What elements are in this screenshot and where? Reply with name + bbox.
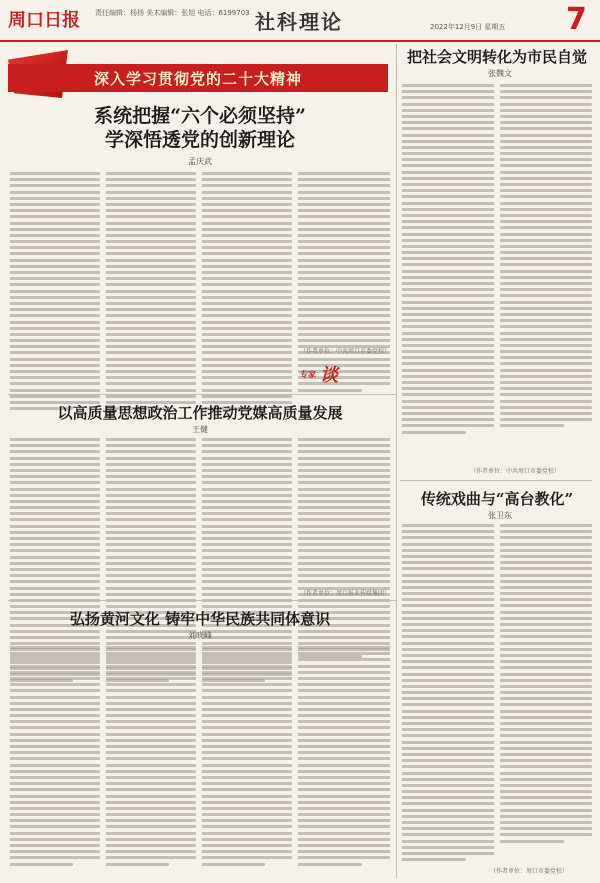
article-1-body-col3	[202, 172, 292, 413]
section-divider-1	[8, 394, 396, 395]
topic-banner: 深入学习贯彻党的二十大精神	[8, 64, 388, 92]
article-1-title-line1: 系统把握“六个必须坚持”	[94, 105, 306, 127]
article-5-body-col3	[202, 646, 292, 869]
article-5-byline: 刘晓峰	[188, 631, 212, 640]
expert-talk-small: 专家	[300, 368, 316, 379]
article-2-headline: 把社会文明转化为市民自觉	[406, 48, 587, 66]
column-divider	[396, 44, 397, 494]
section-divider-2	[400, 480, 592, 481]
newspaper-logo: 周口日报	[8, 10, 80, 31]
article-2-body-col2	[500, 84, 592, 431]
article-4-byline: 张卫东	[488, 511, 512, 520]
article-1-body-col1	[10, 172, 100, 413]
article-1-title-line2: 学深悟透党的创新理论	[104, 129, 295, 151]
section-title: 社科理论	[255, 10, 343, 34]
article-2-author-note: （作者单位：中共周口市委党校）	[470, 468, 561, 475]
article-3-author-note: （作者单位：周口报业传媒集团）	[300, 590, 391, 597]
article-5-headline: 弘扬黄河文化 铸牢中华民族共同体意识	[69, 610, 331, 628]
article-4-body-col1	[402, 524, 494, 864]
page-number: 7	[566, 2, 587, 37]
article-2-byline: 张魏文	[488, 69, 512, 78]
article-4-headline: 传统戏曲与“高台教化”	[420, 490, 574, 508]
article-5-body-col1	[10, 646, 100, 869]
article-4-author-note: （作者单位：周口市委党校）	[490, 868, 569, 875]
article-1-body-col2	[106, 172, 196, 413]
expert-talk-tag	[300, 360, 390, 388]
article-1-author-note: （作者单位：中共周口市委党校）	[300, 348, 391, 355]
article-3-headline: 以高质量思想政治工作推动党媒高质量发展	[57, 404, 343, 422]
column-divider-2	[396, 482, 397, 878]
article-3-byline: 王健	[192, 425, 208, 434]
article-5-body-col4	[298, 646, 390, 869]
article-4-body-col2	[500, 524, 592, 846]
article-1-byline: 孟庆武	[188, 157, 212, 166]
article-2-body-col1	[402, 84, 494, 437]
article-1-headline	[60, 104, 340, 152]
issue-date: 2022年12月9日 星期五	[430, 23, 506, 31]
editor-info: 责任编辑：杨扬 美术编辑：张旭 电话：6199703	[95, 9, 250, 17]
expert-talk-big: 谈	[320, 365, 338, 386]
section-divider-3	[8, 600, 396, 601]
article-5-body-col2	[106, 646, 196, 869]
